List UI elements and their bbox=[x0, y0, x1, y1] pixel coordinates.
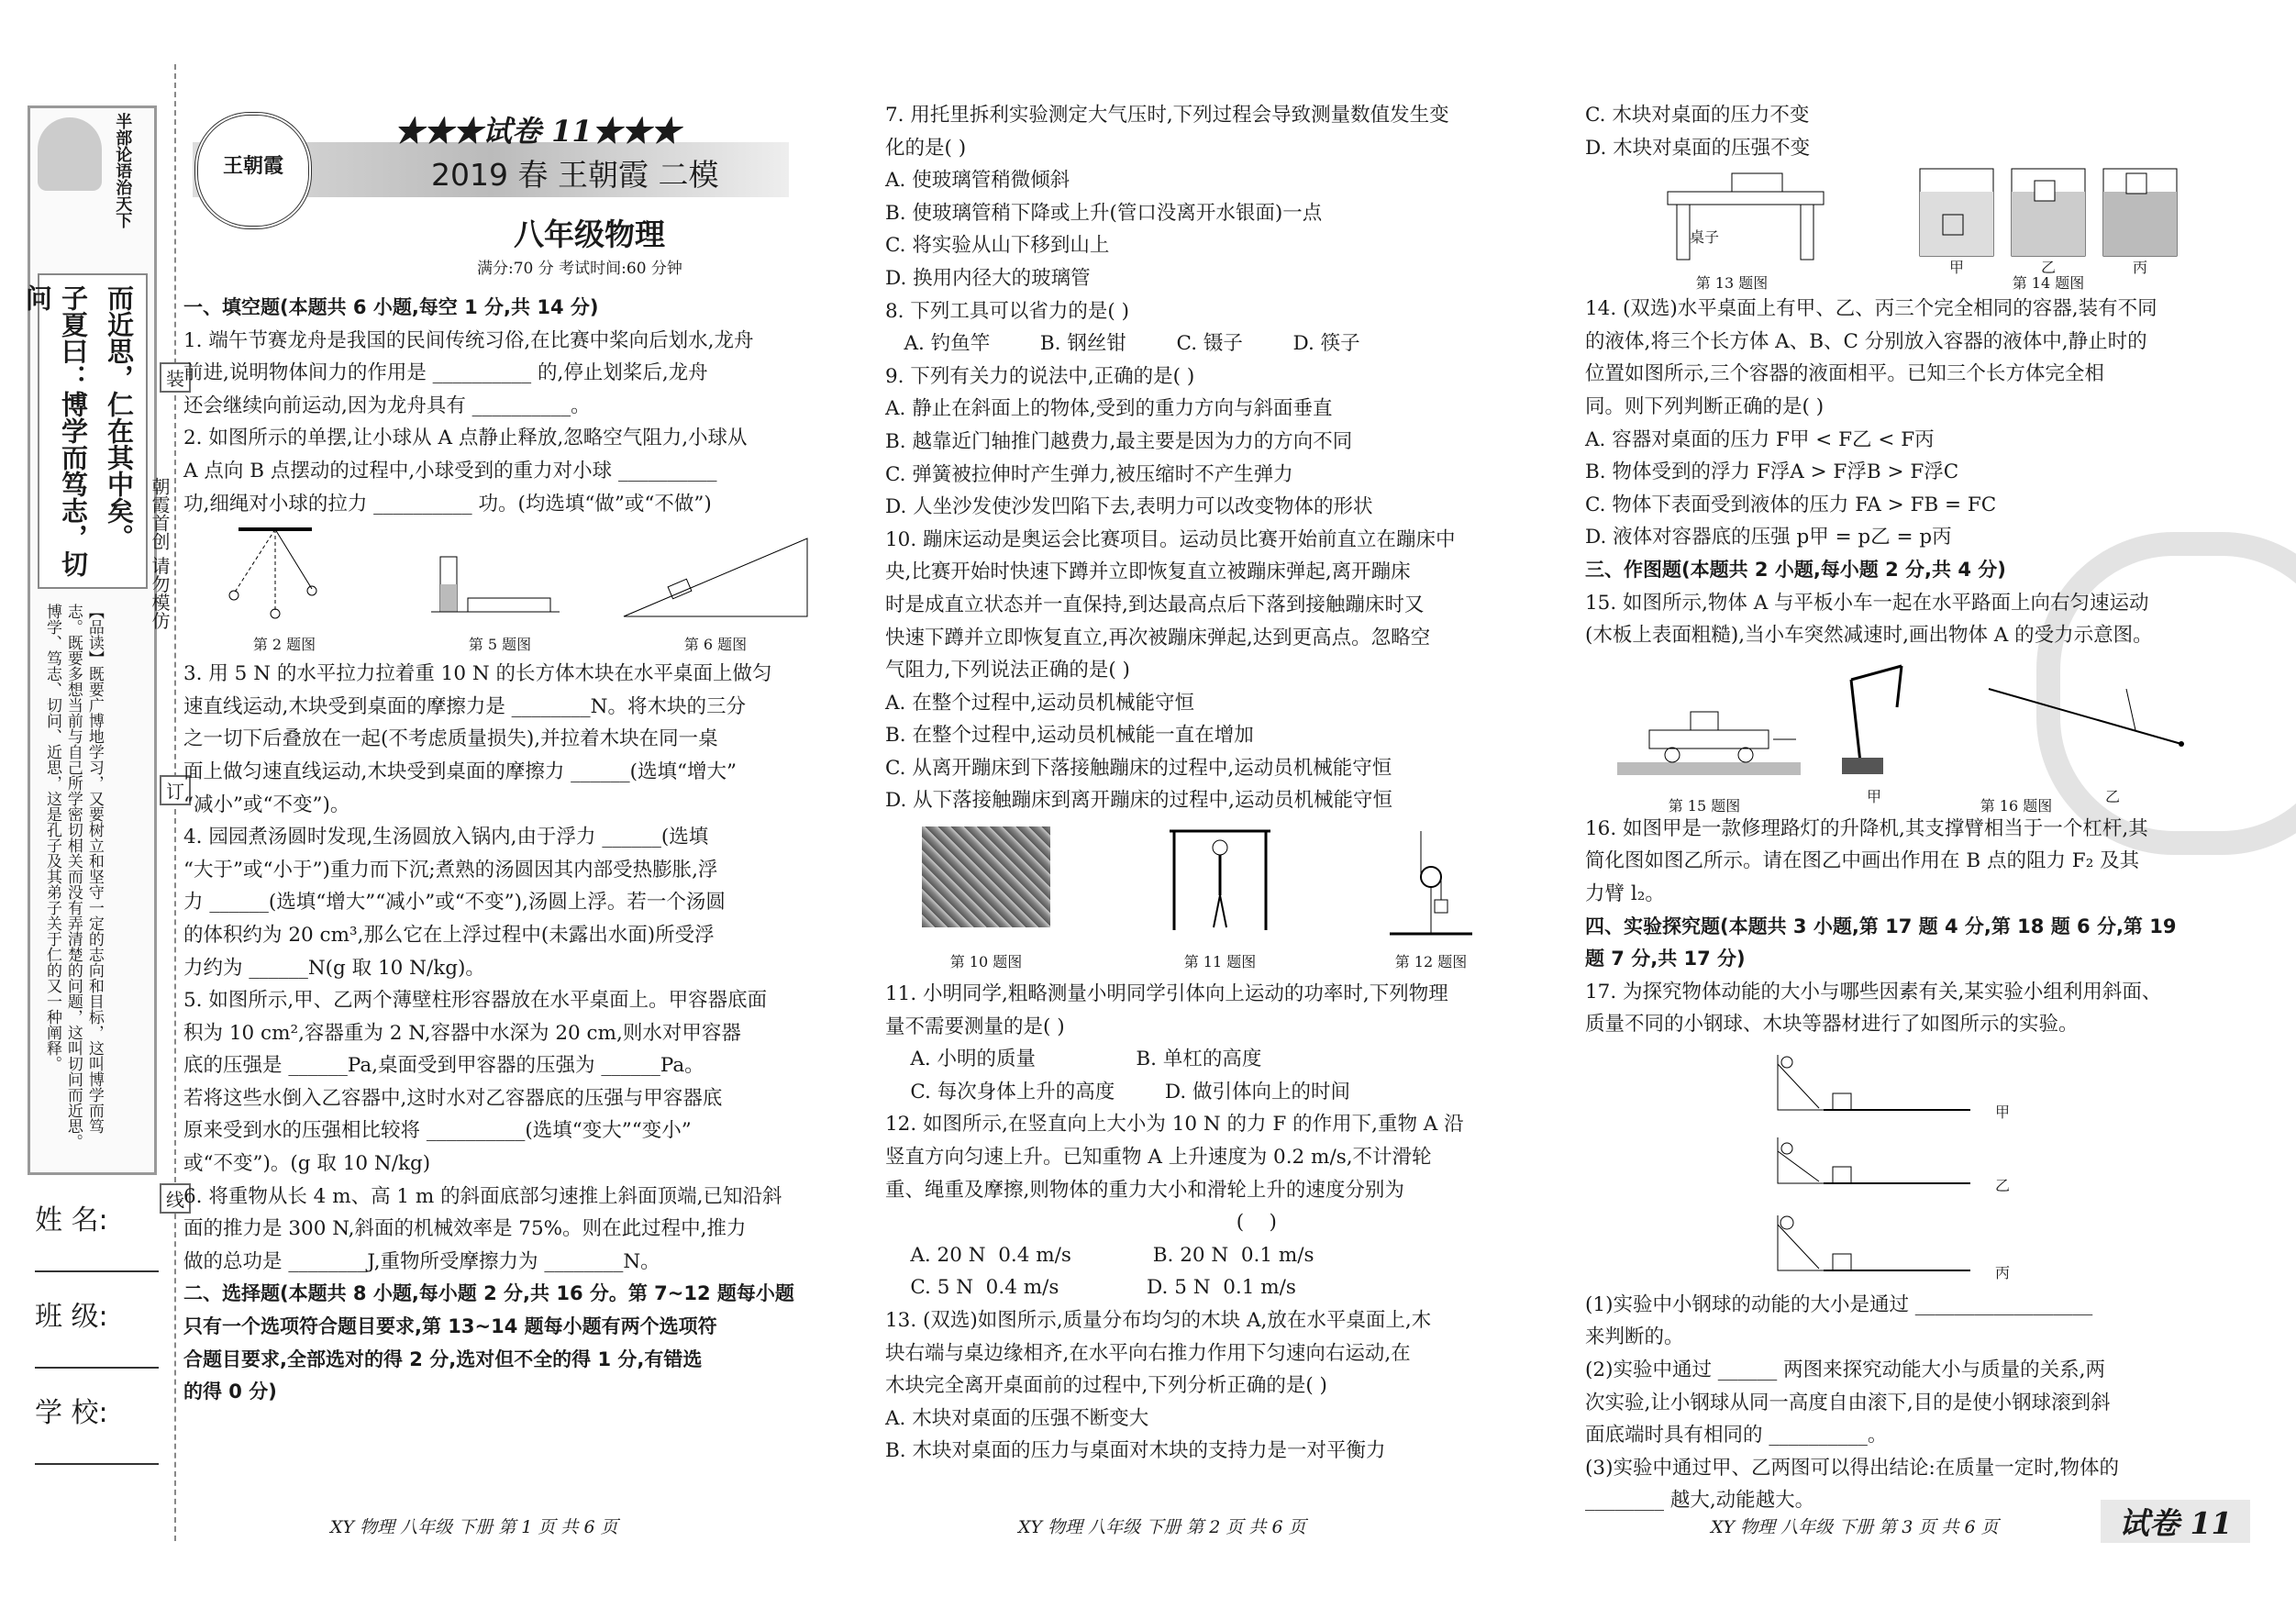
question-line: 9. 下列有关力的说法中,正确的是( ) bbox=[885, 364, 1195, 388]
question-line: 力约为 ______N(g 取 10 N/kg)。 bbox=[183, 956, 485, 980]
question-line: 力 ______(选填“增大”“减小”或“不变”),汤圆上浮。若一个汤圆 bbox=[183, 891, 726, 915]
motto-line1: 子夏曰：博学而笃志，切问 bbox=[21, 284, 89, 577]
question-line: 还会继续向前运动,因为龙舟具有 __________。 bbox=[183, 394, 591, 417]
trampoline-photo bbox=[922, 826, 1050, 927]
side-tag: 半部论语治天下 bbox=[113, 113, 133, 228]
column-1 bbox=[183, 292, 816, 1409]
question-line: 快速下蹲并立即恢复直立,再次被蹦床弹起,达到更高点。忽略空 bbox=[885, 626, 1431, 649]
motto-box bbox=[21, 273, 148, 589]
school-label: 学 校: bbox=[35, 1397, 108, 1429]
paper-tag: ★★★试卷 11★★★ bbox=[394, 114, 681, 149]
brand-logo bbox=[194, 112, 312, 229]
figure-label: 乙 bbox=[1994, 1176, 2010, 1194]
figure-label: 甲 bbox=[1994, 1103, 2010, 1121]
question-line: 来判断的。 bbox=[1585, 1325, 1684, 1349]
subject-title: 八年级物理 bbox=[514, 216, 665, 252]
question-line: “减小”或“不变”)。 bbox=[183, 793, 350, 816]
question-line: ( ) bbox=[885, 1211, 1277, 1235]
option-line: B. 在整个过程中,运动员机械能一直在增加 bbox=[885, 724, 1254, 748]
incline-figure bbox=[615, 529, 816, 621]
question-line: (2)实验中通过 ______ 两图来探究动能大小与质量的关系,两 bbox=[1585, 1359, 2105, 1382]
figure-row-1 bbox=[183, 520, 816, 658]
exam-title: 2019 春 王朝霞 二模 bbox=[431, 157, 719, 193]
fold-mark-zhuang: 装 bbox=[160, 362, 191, 393]
question-line: 原来受到水的压强相比较将 __________(选填“变大”“变小” bbox=[183, 1119, 692, 1143]
cart-figure bbox=[1613, 680, 1805, 781]
option-line: B. 木块对桌面的压力与桌面对木块的支持力是一对平衡力 bbox=[885, 1439, 1386, 1463]
question-line: 17. 为探究物体动能的大小与哪些因素有关,某实验小组利用斜面、 bbox=[1585, 980, 2162, 1004]
question-line: 同。则下列判断正确的是( ) bbox=[1585, 394, 1825, 418]
option-line: C. 弹簧被拉伸时产生弹力,被压缩时不产生弹力 bbox=[885, 462, 1293, 486]
figure-row-2 bbox=[885, 817, 1509, 978]
question-line: 或“不变”)。(g 取 10 N/kg) bbox=[183, 1152, 431, 1176]
option-line: C. 木块对桌面的压力不变 bbox=[1585, 104, 1810, 127]
page-footer: XY 物理 八年级 下册 第 2 页 共 6 页 bbox=[1018, 1517, 1306, 1537]
copyright-note: 朝霞首创 请勿模仿 bbox=[149, 477, 171, 630]
name-field[interactable] bbox=[35, 1270, 159, 1272]
exam-meta: 满分:70 分 考试时间:60 分钟 bbox=[477, 260, 682, 278]
option-line: A. 使玻璃管稍微倾斜 bbox=[885, 169, 1070, 193]
option-line: A. 钓鱼竿 B. 钢丝钳 C. 镊子 D. 筷子 bbox=[885, 332, 1360, 356]
question-line: A 点向 B 点摆动的过程中,小球受到的重力对小球 __________ bbox=[183, 459, 717, 482]
section-heading: 三、作图题(本题共 2 小题,每小题 2 分,共 4 分) bbox=[1585, 558, 2006, 581]
option-line: A. 容器对桌面的压力 F甲 < F乙 < F丙 bbox=[1585, 427, 1935, 451]
question-line: 13. (双选)如图所示,质量分布均匀的木块 A,放在水平桌面上,木 bbox=[885, 1309, 1432, 1332]
question-line: 次实验,让小钢球从同一高度自由滚下,目的是使小钢球滚到斜 bbox=[1585, 1391, 2111, 1414]
figure-caption: 第 6 题图 bbox=[683, 636, 748, 654]
class-label: 班 级: bbox=[35, 1301, 108, 1333]
figure-label: 乙 bbox=[2104, 787, 2120, 805]
question-line: 底的压强是 ______Pa,桌面受到甲容器的压强为 ______Pa。 bbox=[183, 1054, 704, 1078]
question-line: 的液体,将三个长方体 A、B、C 分别放入容器的液体中,静止时的 bbox=[1585, 329, 2147, 353]
figure-label: 丙 bbox=[1994, 1263, 2010, 1281]
option-line: C. 从离开蹦床到下落接触蹦床的过程中,运动员机械能守恒 bbox=[885, 756, 1392, 780]
option-line: B. 越靠近门轴推门越费力,最主要是因为力的方向不同 bbox=[885, 429, 1353, 453]
option-line: D. 换用内径大的玻璃管 bbox=[885, 266, 1091, 290]
corner-tag: 试卷 11 bbox=[2101, 1500, 2250, 1543]
figure-label: 乙 bbox=[2040, 259, 2056, 277]
pullup-figure bbox=[1160, 822, 1280, 932]
figure-caption: 第 11 题图 bbox=[1183, 953, 1257, 971]
reading-note bbox=[41, 604, 144, 1163]
question-line: 5. 如图所示,甲、乙两个薄壁柱形容器放在水平桌面上。甲容器底面 bbox=[183, 989, 768, 1013]
sidebar bbox=[21, 105, 157, 1175]
question-line: 质量不同的小钢球、木块等器材进行了如图所示的实验。 bbox=[1585, 1013, 2079, 1037]
name-label: 姓 名: bbox=[35, 1204, 108, 1237]
figure-label: 甲 bbox=[1866, 787, 1881, 805]
table-label: 桌子 bbox=[1689, 228, 1719, 247]
ramp-experiment-figure bbox=[1769, 1046, 1980, 1284]
section-heading: 四、实验探究题(本题共 3 小题,第 17 题 4 分,第 18 题 6 分,第 19 bbox=[1585, 915, 2177, 937]
question-line: 化的是( ) bbox=[885, 136, 967, 160]
option-line: B. 物体受到的浮力 F浮A > F浮B > F浮C bbox=[1585, 460, 1959, 484]
page-footer: XY 物理 八年级 下册 第 1 页 共 6 页 bbox=[330, 1517, 618, 1537]
option-line: C. 5 N 0.4 m/s D. 5 N 0.1 m/s bbox=[885, 1276, 1296, 1300]
figure-caption: 第 13 题图 bbox=[1695, 274, 1769, 293]
lever-figure bbox=[1970, 671, 2200, 771]
question-line: 10. 蹦床运动是奥运会比赛项目。运动员比赛开始前直立在蹦床中 bbox=[885, 527, 1456, 551]
option-line: A. 在整个过程中,运动员机械能守恒 bbox=[885, 691, 1195, 715]
figure-row-4 bbox=[1585, 652, 2227, 813]
question-line: 6. 将重物从长 4 m、高 1 m 的斜面底部匀速推上斜面顶端,已知沿斜 bbox=[183, 1184, 782, 1208]
figure-17 bbox=[1585, 1041, 2227, 1289]
lift-machine-figure bbox=[1824, 652, 1934, 781]
question-line: 做的总功是 ________J,重物所受摩擦力为 ________N。 bbox=[183, 1249, 660, 1273]
page-footer: XY 物理 八年级 下册 第 3 页 共 6 页 bbox=[1711, 1517, 1999, 1537]
column-3 bbox=[1585, 99, 2227, 1517]
question-line: 7. 用托里拆利实验测定大气压时,下列过程会导致测量数值发生变 bbox=[885, 104, 1449, 127]
question-line: 简化图如图乙所示。请在图乙中画出作用在 B 点的阻力 F₂ 及其 bbox=[1585, 849, 2140, 873]
question-line: 2. 如图所示的单摆,让小球从 A 点静止释放,忽略空气阻力,小球从 bbox=[183, 427, 748, 450]
pendulum-figure bbox=[211, 525, 358, 626]
option-line: C. 物体下表面受到液体的压力 FA > FB = FC bbox=[1585, 493, 1997, 516]
question-line: 木块完全离开桌面前的过程中,下列分析正确的是( ) bbox=[885, 1374, 1327, 1398]
section-heading: 的得 0 分) bbox=[183, 1381, 277, 1403]
question-line: 块右端与桌边缘相齐,在水平向右推力作用下匀速向右运动,在 bbox=[885, 1341, 1411, 1365]
figure-caption: 第 14 题图 bbox=[2012, 274, 2085, 293]
logo-text: 王朝霞 bbox=[222, 154, 283, 178]
question-line: “大于”或“小于”)重力而下沉;煮熟的汤圆因其内部受热膨胀,浮 bbox=[183, 858, 718, 882]
motto-line2: 而近思，仁在其中矣。 bbox=[104, 284, 135, 550]
question-line: 量不需要测量的是( ) bbox=[885, 1015, 1065, 1038]
figure-caption: 第 10 题图 bbox=[949, 953, 1023, 971]
question-line: 15. 如图所示,物体 A 与平板小车一起在水平路面上向右匀速运动 bbox=[1585, 591, 2149, 615]
question-line: 面上做匀速直线运动,木块受到桌面的摩擦力 ______(选填“增大” bbox=[183, 760, 738, 783]
question-line: 竖直方向匀速上升。已知重物 A 上升速度为 0.2 m/s,不计滑轮 bbox=[885, 1146, 1432, 1170]
option-line: D. 木块对桌面的压强不变 bbox=[1585, 136, 1811, 160]
column-2 bbox=[885, 99, 1509, 1468]
option-line: A. 静止在斜面上的物体,受到的重力方向与斜面垂直 bbox=[885, 397, 1333, 421]
fold-mark-xian: 线 bbox=[160, 1183, 191, 1214]
confucius-portrait-icon bbox=[38, 117, 102, 191]
question-line: 16. 如图甲是一款修理路灯的升降机,其支撑臂相当于一个杠杆,其 bbox=[1585, 816, 2148, 840]
question-line: 若将这些水倒入乙容器中,这时水对乙容器底的压强与甲容器底 bbox=[183, 1086, 723, 1110]
figure-caption: 第 5 题图 bbox=[468, 636, 532, 654]
question-line: 时是成直立状态并一直保持,到达最高点后下落到接触蹦床时又 bbox=[885, 593, 1425, 616]
question-line: 面底端时具有相同的 __________。 bbox=[1585, 1424, 1888, 1447]
class-field[interactable] bbox=[35, 1367, 159, 1369]
figure-caption: 第 16 题图 bbox=[1980, 796, 2053, 815]
question-line: (木板上表面粗糙),当小车突然减速时,画出物体 A 的受力示意图。 bbox=[1585, 624, 2153, 648]
question-line: 8. 下列工具可以省力的是( ) bbox=[885, 299, 1129, 323]
containers-abc-figure bbox=[1915, 164, 2191, 265]
question-line: 速直线运动,木块受到桌面的摩擦力是 ________N。将木块的三分 bbox=[183, 694, 746, 718]
section-heading: 题 7 分,共 17 分) bbox=[1585, 948, 1746, 970]
question-line: 3. 用 5 N 的水平拉力拉着重 10 N 的长方体木块在水平桌面上做匀 bbox=[183, 662, 772, 686]
section-heading: 合题目要求,全部选对的得 2 分,选对但不全的得 1 分,有错选 bbox=[183, 1347, 703, 1370]
figure-label: 丙 bbox=[2132, 259, 2147, 277]
question-line: 气阻力,下列说法正确的是( ) bbox=[885, 659, 1130, 682]
figure-label: 甲 bbox=[1948, 259, 1964, 277]
question-line: 前进,说明物体间力的作用是 __________ 的,停止划桨后,龙舟 bbox=[183, 361, 708, 385]
option-line: D. 从下落接触蹦床到离开蹦床的过程中,运动员机械能守恒 bbox=[885, 789, 1392, 813]
figure-row-3 bbox=[1585, 164, 2227, 293]
option-line: A. 20 N 0.4 m/s B. 20 N 0.1 m/s bbox=[885, 1243, 1314, 1267]
question-line: 力臂 l₂。 bbox=[1585, 882, 1665, 905]
school-field[interactable] bbox=[35, 1463, 159, 1465]
section-heading: 一、填空题(本题共 6 小题,每空 1 分,共 14 分) bbox=[183, 296, 599, 318]
question-line: 面的推力是 300 N,斜面的机械效率是 75%。则在此过程中,推力 bbox=[183, 1217, 747, 1241]
question-line: 重、绳重及摩擦,则物体的重力大小和滑轮上升的速度分别为 bbox=[885, 1178, 1404, 1202]
option-line: D. 液体对容器底的压强 p甲 = p乙 = p丙 bbox=[1585, 526, 1952, 549]
option-line: C. 将实验从山下移到山上 bbox=[885, 234, 1110, 258]
containers-figure bbox=[431, 548, 560, 621]
option-line: A. 木块对桌面的压强不断变大 bbox=[885, 1406, 1149, 1430]
option-line: C. 每次身体上升的高度 D. 做引体向上的时间 bbox=[885, 1080, 1351, 1103]
question-line: 的体积约为 20 cm³,那么它在上浮过程中(未露出水面)所受浮 bbox=[183, 923, 715, 947]
question-line: (1)实验中小钢球的动能的大小是通过 __________________ bbox=[1585, 1292, 2093, 1316]
question-line: 12. 如图所示,在竖直向上大小为 10 N 的力 F 的作用下,重物 A 沿 bbox=[885, 1113, 1464, 1137]
option-line: B. 使玻璃管稍下降或上升(管口没离开水银面)一点 bbox=[885, 201, 1323, 225]
question-line: 4. 园园煮汤圆时发现,生汤圆放入锅内,由于浮力 ______(选填 bbox=[183, 826, 709, 849]
question-line: 功,细绳对小球的拉力 __________ 功。(均选填“做”或“不做”) bbox=[183, 492, 712, 516]
question-line: ________ 越大,动能越大。 bbox=[1585, 1489, 1815, 1513]
figure-caption: 第 15 题图 bbox=[1668, 796, 1741, 815]
figure-caption: 第 2 题图 bbox=[252, 636, 316, 654]
reading-text: 【品读】既要广博地学习，又要树立和坚守一定的志向和目标，这叫博学而笃志。既要多想当前与自己所学密切相关而没有弄清楚的问题，这叫切问而近思。博学、笃志、切问、近思，这是孔子及其弟子关于仁的又一种阐释。 bbox=[42, 604, 104, 1149]
question-line: 之一切下后叠放在一起(不考虑质量损失),并拉着木块在同一桌 bbox=[183, 727, 718, 751]
question-line: 14. (双选)水平桌面上有甲、乙、丙三个完全相同的容器,装有不同 bbox=[1585, 297, 2157, 321]
fold-mark-ding: 订 bbox=[160, 775, 191, 805]
section-heading: 只有一个选项符合题目要求,第 13~14 题每小题有两个选项符 bbox=[183, 1315, 717, 1338]
question-line: 位置如图所示,三个容器的液面相平。已知三个长方体完全相 bbox=[1585, 362, 2104, 386]
section-heading: 二、选择题(本题共 8 小题,每小题 2 分,共 16 分。第 7~12 题每小题 bbox=[183, 1282, 794, 1305]
figure-caption: 第 12 题图 bbox=[1394, 953, 1468, 971]
pulley-figure bbox=[1381, 822, 1481, 937]
option-line: A. 小明的质量 B. 单杠的高度 bbox=[885, 1048, 1262, 1071]
question-line: 央,比赛开始时快速下蹲并立即恢复直立被蹦床弹起,离开蹦床 bbox=[885, 560, 1411, 584]
question-line: 积为 10 cm²,容器重为 2 N,容器中水深为 20 cm,则水对甲容器 bbox=[183, 1021, 741, 1045]
question-line: 1. 端午节赛龙舟是我国的民间传统习俗,在比赛中桨向后划水,龙舟 bbox=[183, 328, 754, 352]
option-line: D. 人坐沙发使沙发凹陷下去,表明力可以改变物体的形状 bbox=[885, 495, 1373, 519]
question-line: (3)实验中通过甲、乙两图可以得出结论:在质量一定时,物体的 bbox=[1585, 1456, 2120, 1480]
question-line: 11. 小明同学,粗略测量小明同学引体向上运动的功率时,下列物理 bbox=[885, 982, 1448, 1006]
